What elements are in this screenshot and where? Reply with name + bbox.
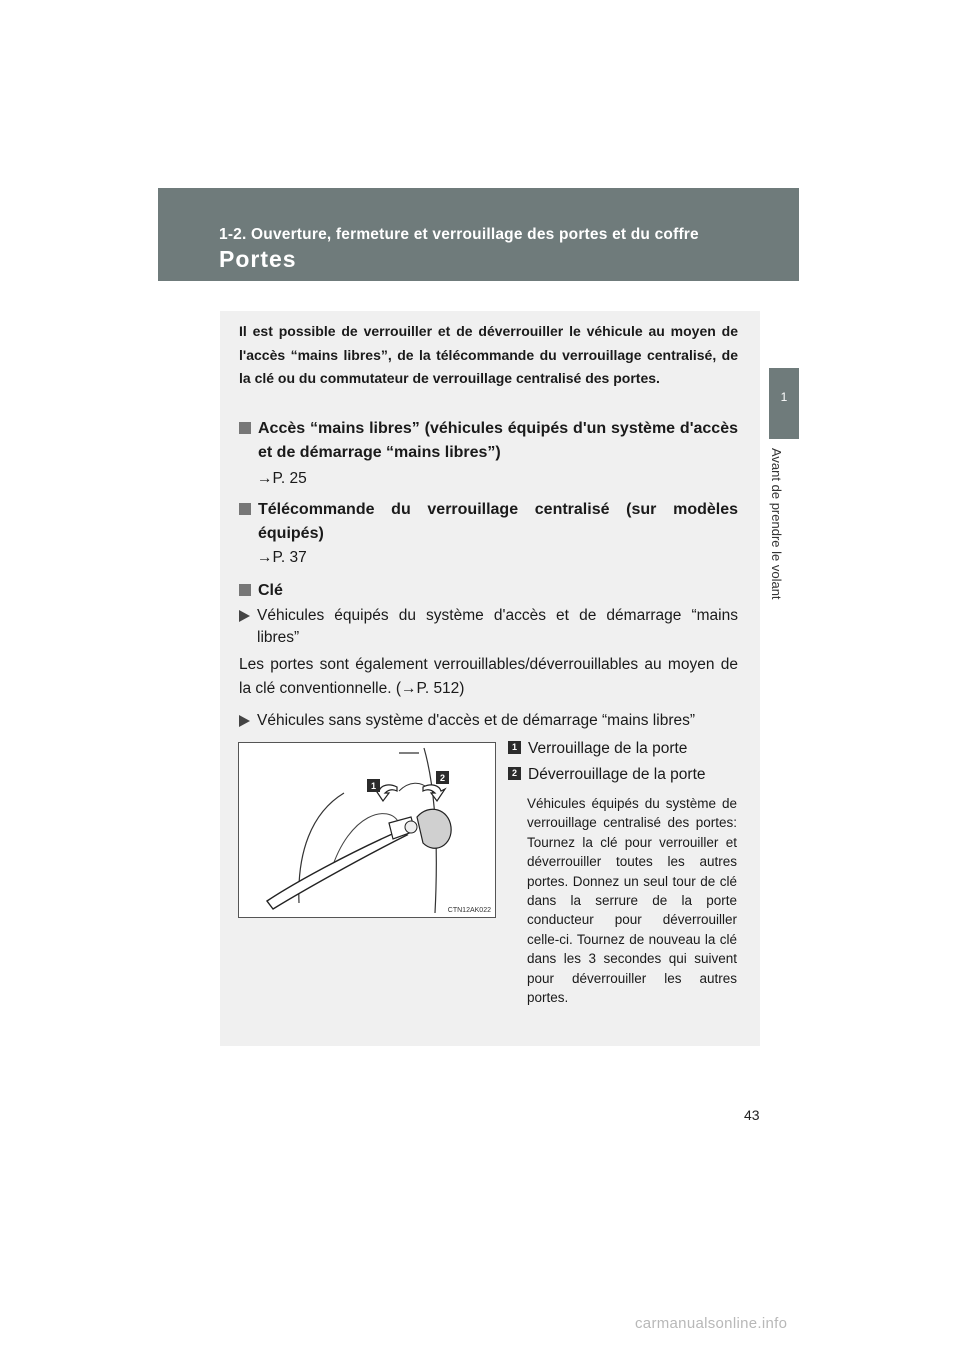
key-head — [417, 809, 451, 848]
triangle-bullet-icon — [239, 610, 250, 622]
chapter-side-label — [769, 448, 792, 618]
key-cylinder — [405, 821, 417, 833]
legend-unlock — [508, 766, 706, 784]
bullet-with-hands-free — [239, 605, 738, 649]
key-paragraph: Les portes sont également verrouillables/déverrouillables au moyen de la clé conventionnelle. (→P. 512) — [239, 656, 738, 697]
door-handle — [267, 831, 407, 909]
callout-1-text: 1 — [370, 781, 377, 791]
heading-hands-free — [239, 417, 738, 465]
bullet-with-hands-free-text: Véhicules équipés du système d'accès et de démarrage “mains libres” — [257, 607, 738, 646]
content-box — [220, 311, 760, 1046]
chapter-header — [158, 188, 799, 281]
ref-remote[interactable]: →P. 37 — [257, 549, 307, 566]
chapter-tab — [769, 368, 799, 439]
legend-lock-text: Verrouillage de la porte — [528, 740, 688, 757]
legend-1-badge: 1 — [508, 741, 521, 754]
door-handle-key-illustration — [238, 742, 496, 918]
section-title: 1-2. Ouverture, fermeture et verrouillage des portes et du coffre — [219, 226, 699, 243]
heading-key-text: Clé — [258, 582, 283, 599]
legend-lock — [508, 740, 687, 758]
ref-hands-free[interactable]: →P. 25 — [257, 470, 307, 487]
heading-remote-text: Télécommande du verrouillage centralisé (sur modèles équipés) — [258, 501, 738, 542]
watermark: carmanualsonline.info — [635, 1315, 788, 1332]
square-bullet-icon — [239, 503, 251, 515]
page-number: 43 — [744, 1107, 760, 1123]
intro-paragraph: Il est possible de verrouiller et de déverrouiller le véhicule au moyen de l'accès “mains libres”, de la télécommande du verrouillage centralisé, de la clé ou du commutateur de verrouillage centralisé des portes. — [239, 323, 738, 386]
heading-hands-free-text: Accès “mains libres” (véhicules équipés d'un système d'accès et de démarrage “mains libres”) — [258, 420, 738, 461]
chapter-tab-number: 1 — [780, 390, 788, 404]
figure-code: CTN12AK022 — [447, 907, 491, 914]
square-bullet-icon — [239, 584, 251, 596]
triangle-bullet-icon — [239, 715, 250, 727]
unlock-arrow-icon — [423, 785, 445, 801]
square-bullet-icon — [239, 422, 251, 434]
central-locking-note: Véhicules équipés du système de verrouillage centralisé des portes: Tournez la clé pour verrouiller et déverrouiller toutes les autres portes. Donnez un seul tour de clé dans la serrure de la porte conducteur pour déverrouiller celle-ci. Tournez de nouveau la clé dans les 3 secondes qui suivent pour déverrouiller les autres portes. — [527, 796, 737, 1006]
heading-key — [239, 579, 738, 603]
page-title: Portes — [219, 246, 297, 272]
legend-2-badge: 2 — [508, 767, 521, 780]
heading-remote — [239, 498, 738, 546]
door-handle-drawing — [239, 743, 495, 917]
chapter-side-label-text: Avant de prendre le volant — [769, 448, 784, 600]
legend-unlock-text: Déverrouillage de la porte — [528, 766, 706, 783]
bullet-without-hands-free — [239, 710, 738, 732]
callout-2-text: 2 — [439, 773, 446, 783]
bullet-without-hands-free-text: Véhicules sans système d'accès et de démarrage “mains libres” — [257, 712, 696, 729]
